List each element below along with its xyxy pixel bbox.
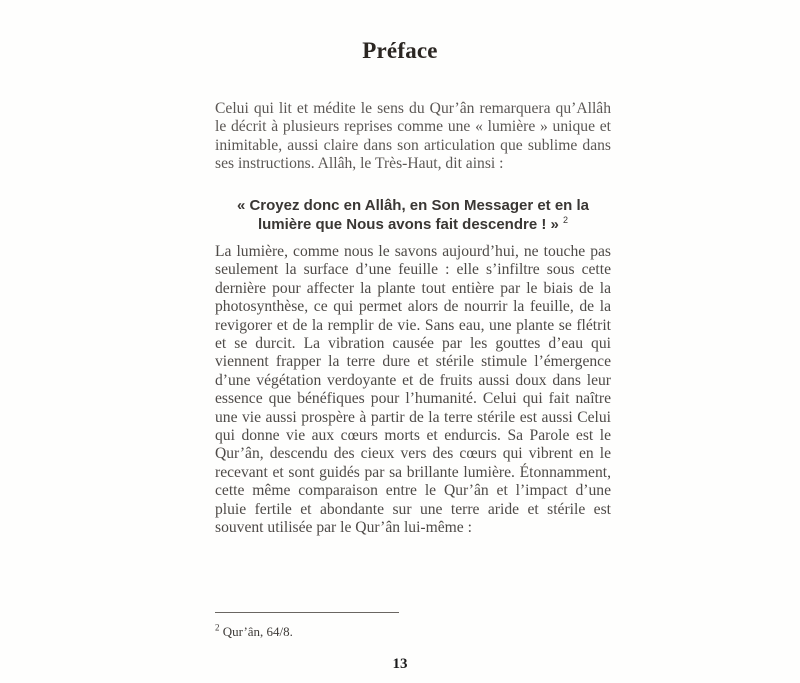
footnote-number: 2 [215, 622, 220, 633]
quote-text: « Croyez donc en Allâh, en Son Messager et en la lumière que Nous avons fait descendre ! » [236, 197, 590, 233]
page-title: Préface [362, 38, 438, 63]
footnote-separator [215, 612, 399, 613]
quote-footnote-ref[interactable]: 2 [563, 215, 569, 225]
footnote-text: Qur’ân, 64/8. [222, 624, 293, 639]
paragraph-body: La lumière, comme nous le savons aujourd’hui, ne touche pas seulement la surface d’une feuille : elle s’infiltre sous cette dernière pour affecter la plante tout entière par le biais de la photosynthèse, ce qui permet alors de nourrir la feuille, de la revigorer et de la remplir de vie. Sans eau, une plante se flétrit et se durcit. La vibration causée par les gouttes d’eau qui viennent frapper la terre dure et stérile stimule l’émergence d’une végétation verdoyante et de fruits aussi doux dans leur essence que bénéfiques pour l’humanité. Celui qui fait naître une vie aussi prospère à partir de la terre stérile est aussi Celui qui donne vie aux cœurs morts et endurcis. Sa Parole est le Qur’ân, descendu des cieux vers des cœurs qui vibrent en le recevant et sont guidés par sa brillante lumière. Étonnamment, cette même comparaison entre le Qur’ân et l’impact d’une pluie fertile et abondante sur une terre aride et stérile est souvent utilisée par le Qur’ân lui-même : [215, 243, 611, 537]
footnote [215, 624, 293, 640]
page-number: 13 [392, 656, 408, 672]
paragraph-intro: Celui qui lit et médite le sens du Qur’ân remarquera qu’Allâh le décrit à plusieurs reprises comme une « lumière » unique et inimitable, aussi claire dans son articulation que sublime dans ses instructions. Allâh, le Très-Haut, dit ainsi : [215, 100, 611, 173]
quranic-quote [215, 196, 611, 234]
